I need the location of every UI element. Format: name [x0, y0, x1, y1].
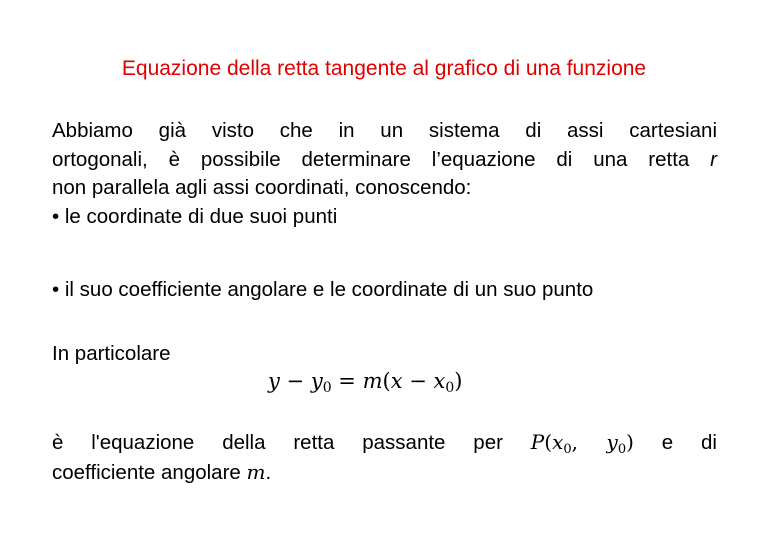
slide-title: Equazione della retta tangente al grafico di una funzione [121, 57, 647, 80]
conclusion-text-a: è l'equazione della retta passante per [52, 431, 503, 454]
point-y: y [606, 430, 618, 454]
conclusion-line-1 [52, 428, 717, 458]
conclusion-line-2-text: coefficiente angolare [52, 460, 241, 484]
conclusion-period: . [265, 460, 272, 484]
bullet-item [52, 276, 717, 305]
point-slope-formula [268, 366, 462, 396]
intro-paragraph [52, 117, 717, 203]
formula-y0: y [310, 369, 323, 393]
point-y-sub: 0 [617, 442, 627, 457]
conclusion-text-b: e di [661, 431, 717, 454]
variable-m: m [246, 459, 266, 484]
formula-close-paren: ) [454, 369, 463, 393]
bullet-text-slope-point: • il suo coefficiente angolare e le coordinate di un suo punto [52, 278, 594, 301]
intro-line-3: non parallela agli assi coordinati, conoscendo: [52, 176, 472, 199]
point-p [530, 430, 634, 457]
point-p-label: P [530, 430, 545, 454]
point-close-paren: ) [626, 430, 634, 454]
formula-open-paren: ( [382, 369, 391, 393]
formula-y0-sub: 0 [322, 380, 332, 396]
point-x: x [552, 430, 564, 454]
formula-minus: − [402, 369, 434, 393]
formula-equals: = [331, 369, 363, 393]
bullet-item [52, 203, 717, 232]
in-particolare-label: In particolare [52, 342, 171, 365]
intro-line-2 [52, 146, 717, 175]
formula-m: m [362, 369, 383, 393]
point-x-sub: 0 [563, 442, 572, 457]
intro-line-1: Abbiamo già visto che in un sistema di assi cartesiani [52, 119, 717, 142]
formula-minus: − [279, 369, 311, 393]
formula-x: x [390, 369, 403, 393]
point-open-paren: ( [544, 430, 553, 454]
formula-x0-sub: 0 [445, 380, 455, 396]
formula-x0: x [433, 369, 446, 393]
intro-line-2-text: ortogonali, è possibile determinare l’equazione di una retta [52, 147, 690, 171]
formula-y: y [268, 369, 280, 393]
point-comma: , [571, 430, 607, 454]
conclusion-paragraph [52, 428, 717, 487]
conclusion-line-2 [52, 458, 717, 488]
bullet-text-two-points: • le coordinate di due suoi punti [52, 205, 338, 228]
variable-r: r [710, 147, 717, 171]
